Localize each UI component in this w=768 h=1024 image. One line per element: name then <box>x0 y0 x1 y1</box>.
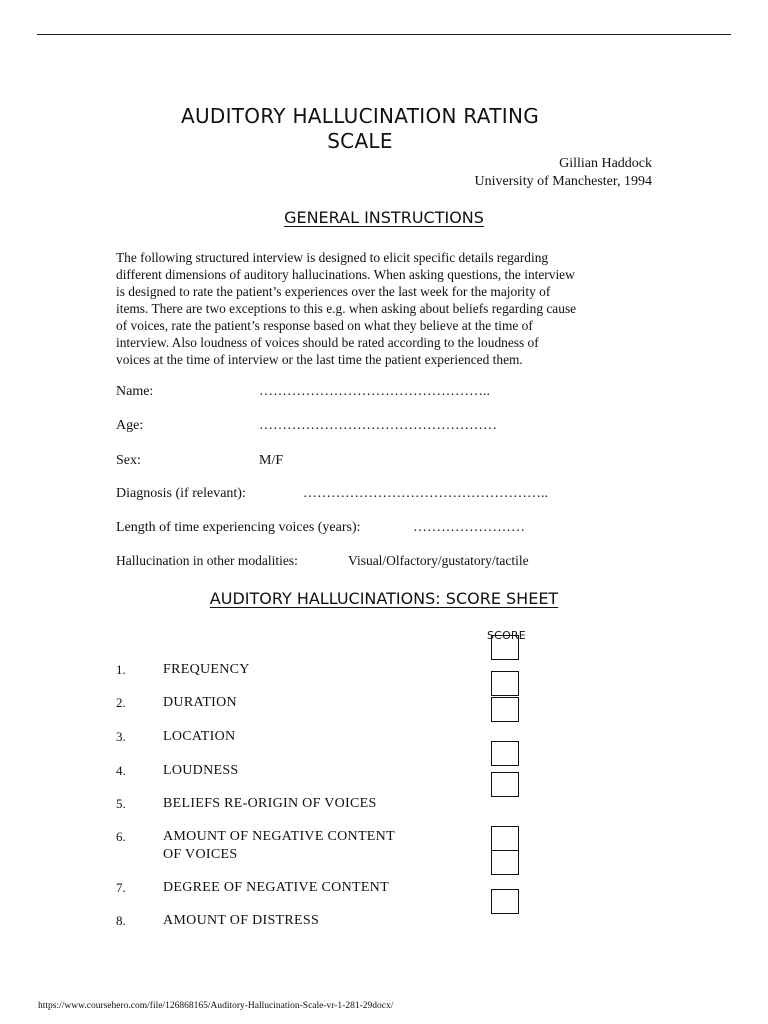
item-label-continued: OF VOICES <box>163 847 238 862</box>
item-label: DEGREE OF NEGATIVE CONTENT <box>163 880 389 895</box>
item-label: LOUDNESS <box>163 763 239 778</box>
instructions-line: items. There are two exceptions to this e.g. when asking about beliefs regarding cause <box>116 301 577 316</box>
item-number: 7. <box>116 880 126 895</box>
modalities-value: Visual/Olfactory/gustatory/tactile <box>348 553 529 568</box>
item-number: 3. <box>116 729 126 744</box>
length-value: …………………… <box>413 520 525 535</box>
instructions-line: different dimensions of auditory hallucinations. When asking questions, the interview <box>116 267 575 282</box>
diagnosis-label: Diagnosis (if relevant): <box>116 486 246 501</box>
sex-label: Sex: <box>116 453 141 468</box>
modalities-label: Hallucination in other modalities: <box>116 553 298 568</box>
length-field <box>116 520 525 536</box>
score-box[interactable] <box>491 741 519 766</box>
score-box[interactable] <box>491 889 519 914</box>
score-column-label: SCORE <box>487 629 526 642</box>
item-number: 8. <box>116 913 126 928</box>
instructions-line: voices at the time of interview or the last time the patient experienced them. <box>116 352 523 367</box>
item-label: BELIEFS RE-ORIGIN OF VOICES <box>163 796 377 811</box>
diagnosis-value: …………………………………………….. <box>303 486 548 501</box>
length-label: Length of time experiencing voices (years): <box>116 520 361 535</box>
score-box[interactable] <box>491 850 519 875</box>
item-label: AMOUNT OF DISTRESS <box>163 913 320 928</box>
sex-value: M/F <box>259 453 284 468</box>
age-label: Age: <box>116 418 144 433</box>
name-label: Name: <box>116 384 154 399</box>
footer-url: https://www.coursehero.com/file/126868165/Auditory-Hallucination-Scale-vr-1-281-29docx/ <box>38 1001 394 1011</box>
instructions-line: interview. Also loudness of voices should be rated according to the loudness of <box>116 335 539 350</box>
name-field <box>116 384 490 400</box>
modalities-field <box>116 553 529 569</box>
instructions-paragraph <box>116 249 656 368</box>
age-field <box>116 418 497 434</box>
instructions-line: of voices, rate the patient’s response based on what they believe at the time of <box>116 318 533 333</box>
item-number: 2. <box>116 695 126 710</box>
top-rule <box>37 34 731 35</box>
score-box[interactable] <box>491 826 519 851</box>
sex-field <box>116 453 284 469</box>
author-name: Gillian Haddock <box>559 156 652 171</box>
item-label: FREQUENCY <box>163 662 250 677</box>
age-value: …………………………………………… <box>259 418 497 433</box>
diagnosis-field <box>116 486 548 502</box>
score-box[interactable] <box>491 772 519 797</box>
author-affiliation: University of Manchester, 1994 <box>474 174 652 189</box>
item-label: AMOUNT OF NEGATIVE CONTENT <box>163 829 395 844</box>
score-box[interactable] <box>491 671 519 696</box>
item-number: 6. <box>116 829 126 844</box>
general-instructions-heading: GENERAL INSTRUCTIONS <box>284 208 484 227</box>
document-title <box>100 104 620 154</box>
item-number: 5. <box>116 796 126 811</box>
item-label: DURATION <box>163 695 237 710</box>
instructions-line: is designed to rate the patient’s experiences over the last week for the majority of <box>116 284 551 299</box>
item-label: LOCATION <box>163 729 236 744</box>
title-line-2: SCALE <box>327 129 393 153</box>
title-line-1: AUDITORY HALLUCINATION RATING <box>180 104 540 128</box>
item-number: 1. <box>116 662 126 677</box>
score-box[interactable] <box>491 697 519 722</box>
item-number: 4. <box>116 763 126 778</box>
score-sheet-heading: AUDITORY HALLUCINATIONS: SCORE SHEET <box>209 589 559 608</box>
instructions-line: The following structured interview is designed to elicit specific details regarding <box>116 250 549 265</box>
score-box[interactable] <box>491 635 519 660</box>
name-value: ………………………………………….. <box>259 384 490 399</box>
